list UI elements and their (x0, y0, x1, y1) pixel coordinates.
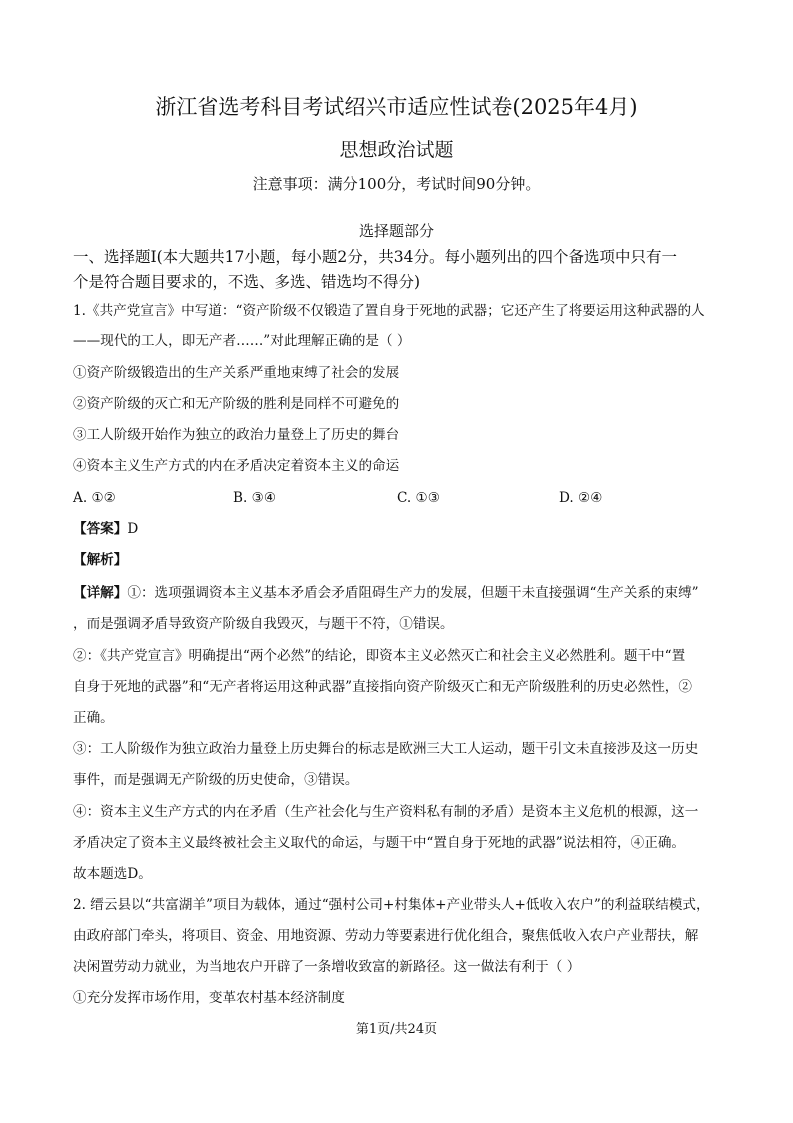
q2-stem-line-3: 决闲置劳动力就业，为当地农户开辟了一条增收致富的新路径。这一做法有利于（ ） (73, 959, 581, 975)
q1-statement-4: ④资本主义生产方式的内在矛盾决定着资本主义的命运 (73, 458, 400, 474)
q2-stem-line-1: 2. 缙云县以“共富湖羊”项目为载体，通过“强村公司+村集体+产业带头人+低收入农户”的利益联结模式， (73, 897, 710, 913)
q2-statement-1: ①充分发挥市场作用，变革农村基本经济制度 (73, 990, 345, 1006)
q1-option-a: A. ①② (73, 490, 116, 506)
q1-option-c: C. ①③ (397, 490, 440, 506)
q1-stem-line-1: 1.《共产党宣言》中写道：“资产阶级不仅锻造了置自身于死地的武器；它还产生了将要运用这种武器的人 (73, 303, 705, 319)
q1-detail-line-9: 矛盾决定了资本主义最终被社会主义取代的命运，与题干中“置自身于死地的武器”说法相符，④正确。 (73, 835, 686, 851)
q1-option-d: D. ②④ (559, 490, 603, 506)
q2-stem-line-2: 由政府部门牵头，将项目、资金、用地资源、劳动力等要素进行优化组合，聚焦低收入农户产业帮扶，解 (73, 928, 699, 944)
q1-option-b: B. ③④ (233, 490, 277, 506)
section-title: 选择题部分 (358, 222, 434, 240)
instructions-line-2: 个是符合题目要求的，不选、多选、错选均不得分) (73, 273, 421, 291)
q1-detail-line-3: ②：《共产党宣言》明确提出“两个必然”的结论，即资本主义必然灭亡和社会主义必然胜利。题干中“置 (73, 648, 686, 664)
q1-detail-line-1 (73, 582, 729, 604)
notice-text: 注意事项：满分100分，考试时间90分钟。 (252, 175, 541, 193)
q1-statement-1: ①资产阶级锻造出的生产关系严重地束缚了社会的发展 (73, 365, 400, 381)
q1-detail-line-4: 自身于死地的武器”和“无产者将运用这种武器”直接指向资产阶级灭亡和无产阶级胜利的历史必然性，② (73, 679, 692, 695)
analysis-label: 【解析】 (73, 552, 128, 568)
q1-detail-line-8: ④：资本主义生产方式的内在矛盾（生产社会化与生产资料私有制的矛盾）是资本主义危机的根源，这一 (73, 804, 699, 820)
q1-answer (73, 518, 729, 540)
answer-label: 【答案】 (73, 521, 128, 537)
q1-detail-line-6: ③：工人阶级作为独立政治力量登上历史舞台的标志是欧洲三大工人运动，题干引文未直接涉及这一历史 (73, 741, 699, 757)
answer-value: D (127, 521, 139, 537)
main-title: 浙江省选考科目考试绍兴市适应性试卷(2025年4月) (155, 95, 638, 119)
q1-detail-line-7: 事件，而是强调无产阶级的历史使命，③错误。 (73, 772, 359, 788)
q1-detail-line-5: 正确。 (73, 710, 114, 726)
q1-stem-line-2: ——现代的工人，即无产者……”对此理解正确的是（ ） (73, 333, 411, 349)
q1-detail-line-2: ，而是强调矛盾导致资产阶级自我毁灭，与题干不符，①错误。 (73, 616, 454, 632)
page-footer: 第1页/共24页 (355, 1022, 438, 1037)
q1-statement-3: ③工人阶级开始作为独立的政治力量登上了历史的舞台 (73, 427, 400, 443)
q1-statement-2: ②资产阶级的灭亡和无产阶级的胜利是同样不可避免的 (73, 396, 400, 412)
q1-detail-line-10: 故本题选D。 (73, 866, 152, 882)
subject-title: 思想政治试题 (339, 139, 454, 161)
detail-label: 【详解】 (73, 585, 128, 601)
detail-text-1: ①：选项强调资本主义基本矛盾会矛盾阻碍生产力的发展，但题干未直接强调“生产关系的束缚” (127, 585, 699, 601)
instructions-line-1: 一、选择题Ⅰ(本大题共17小题，每小题2分，共34分。每小题列出的四个备选项中只有一 (73, 248, 677, 266)
